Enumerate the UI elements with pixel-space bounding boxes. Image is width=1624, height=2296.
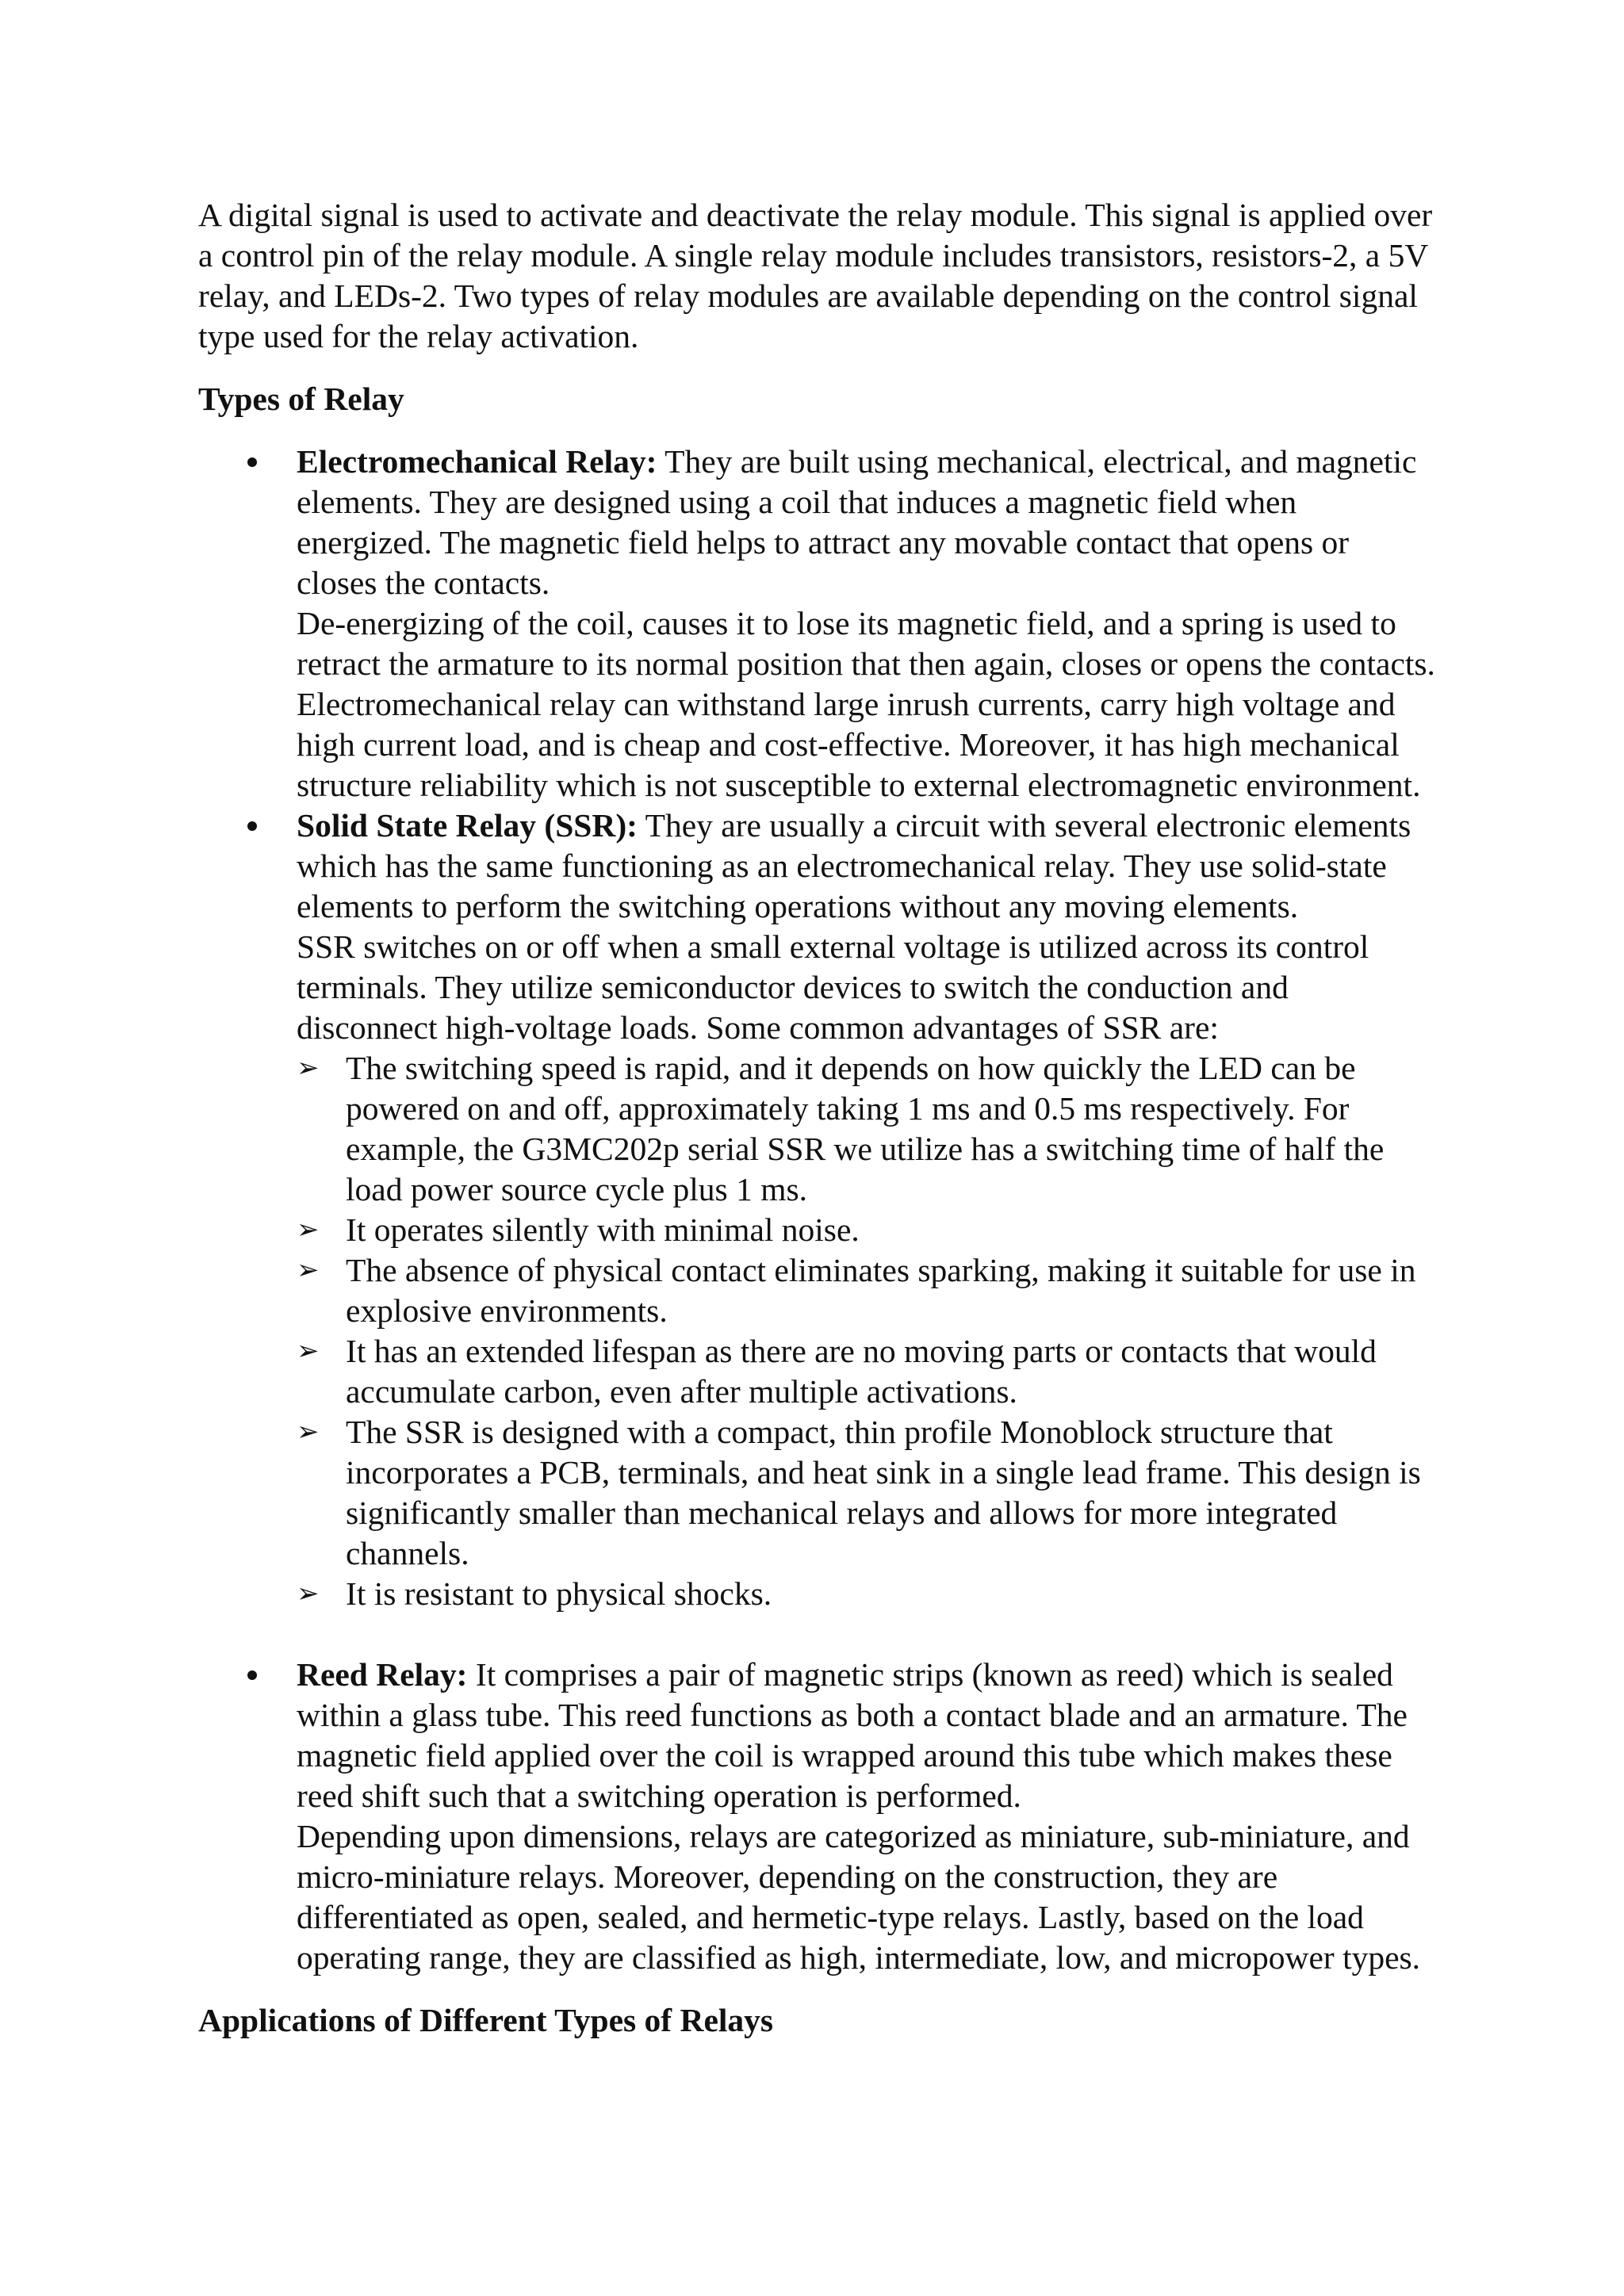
- relay-description-continued: De-energizing of the coil, causes it to lose its magnetic field, and a spring is used to retract the armature to its normal position that then again, closes or opens the contacts. Electromechanical relay can withstand large inrush currents, carry high voltage and high current load, and is cheap and cost-effective. Moreover, it has high mechanical structure reliability which is not susceptible to external electromagnetic environment.: [297, 605, 1435, 803]
- relay-description-continued: Depending upon dimensions, relays are categorized as miniature, sub-miniature, and micro-miniature relays. Moreover, depending on the construction, they are differentiated as open, sealed, and hermetic-type relays. Lastly, based on the load operating range, they are classified as high, intermediate, low, and micropower types.: [297, 1818, 1421, 1976]
- bullet-dot-icon: [247, 457, 257, 467]
- arrow-bullet-icon: ➢: [297, 1578, 320, 1609]
- advantage-item: [297, 1331, 1435, 1412]
- relay-types-list: [198, 442, 1435, 1978]
- list-item-solid-state-relay: [297, 806, 1435, 1614]
- advantage-item: [297, 1574, 1435, 1614]
- relay-description: They are usually a circuit with several electronic elements which has the same functioning as an electromechanical relay. They use solid-state elements to perform the switching operations without any moving elements.: [297, 807, 1411, 924]
- advantage-item: [297, 1048, 1435, 1210]
- relay-term: Electromechanical Relay:: [297, 443, 657, 480]
- list-item-reed-relay: [297, 1655, 1435, 1978]
- arrow-bullet-icon: ➢: [297, 1416, 320, 1448]
- bullet-dot-icon: [247, 1670, 257, 1680]
- types-of-relay-heading: Types of Relay: [198, 381, 404, 417]
- relay-term: Reed Relay:: [297, 1656, 468, 1693]
- relay-description: It comprises a pair of magnetic strips (known as reed) which is sealed within a glass tube. This reed functions as both a contact blade and an armature. The magnetic field applied over the coil is wrapped around this tube which makes these reed shift such that a switching operation is performed.: [297, 1656, 1408, 1814]
- advantage-item: [297, 1412, 1435, 1574]
- advantage-text: It operates silently with minimal noise.: [346, 1211, 860, 1248]
- list-item-electromechanical-relay: [297, 442, 1435, 806]
- advantage-text: It is resistant to physical shocks.: [346, 1575, 772, 1612]
- advantage-item: [297, 1250, 1435, 1331]
- arrow-bullet-icon: ➢: [297, 1052, 320, 1084]
- arrow-bullet-icon: ➢: [297, 1214, 320, 1246]
- document-page: [198, 195, 1435, 2063]
- relay-description: They are built using mechanical, electrical, and magnetic elements. They are designed using a coil that induces a magnetic field when energized. The magnetic field helps to attract any movable contact that opens or closes the contacts.: [297, 443, 1417, 601]
- bullet-dot-icon: [247, 821, 257, 831]
- intro-paragraph: A digital signal is used to activate and deactivate the relay module. This signal is applied over a control pin of the relay module. A single relay module includes transistors, resistors-2, a 5V relay, and LEDs-2. Two types of relay modules are available depending on the control signal type used for the relay activation.: [198, 197, 1433, 354]
- ssr-advantages-list: [297, 1048, 1435, 1614]
- advantage-text: The absence of physical contact eliminates sparking, making it suitable for use in explosive environments.: [346, 1252, 1416, 1329]
- relay-description-continued: SSR switches on or off when a small external voltage is utilized across its control terminals. They utilize semiconductor devices to switch the conduction and disconnect high-voltage loads. Some common advantages of SSR are:: [297, 928, 1369, 1046]
- advantage-text: It has an extended lifespan as there are no moving parts or contacts that would accumulate carbon, even after multiple activations.: [346, 1333, 1377, 1410]
- advantage-text: The SSR is designed with a compact, thin profile Monoblock structure that incorporates a PCB, terminals, and heat sink in a single lead frame. This design is significantly smaller than mechanical relays and allows for more integrated channels.: [346, 1414, 1421, 1571]
- advantage-item: [297, 1210, 1435, 1250]
- arrow-bullet-icon: ➢: [297, 1335, 320, 1367]
- arrow-bullet-icon: ➢: [297, 1254, 320, 1286]
- advantage-text: The switching speed is rapid, and it depends on how quickly the LED can be powered on and off, approximately taking 1 ms and 0.5 ms respectively. For example, the G3MC202p serial SSR we utilize has a switching time of half the load power source cycle plus 1 ms.: [346, 1050, 1385, 1207]
- relay-term: Solid State Relay (SSR):: [297, 807, 638, 844]
- applications-heading: Applications of Different Types of Relays: [198, 2002, 774, 2038]
